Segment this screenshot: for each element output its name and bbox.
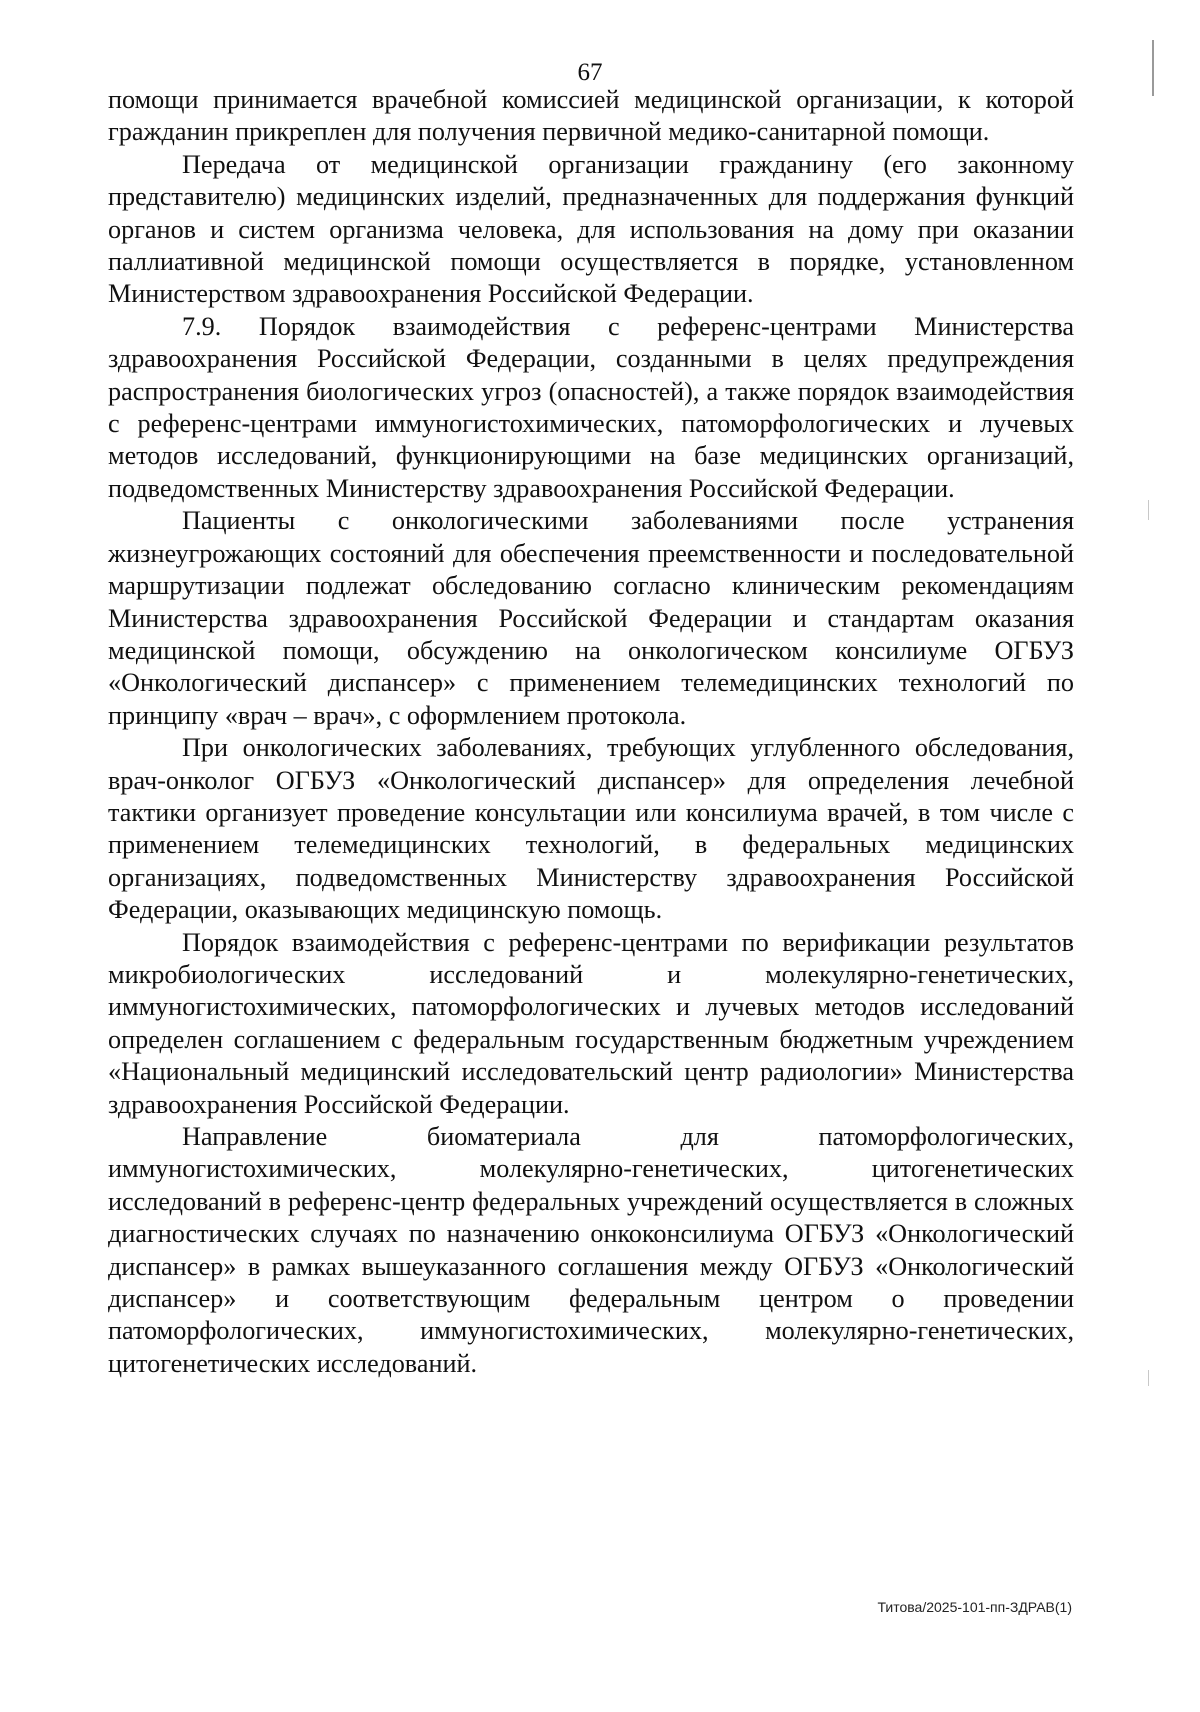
paragraph-oncology-patients: Пациенты с онкологическими заболеваниями после устранения жизнеугрожающих состояний для обеспечения преемственности и последовательной маршрутизации подлежат обследованию согласно клиническим рекомендациям Министерства здравоохранения Российской Федерации и стандартам оказания медицинской помощи, обсуждению на онкологическом консилиуме ОГБУЗ «Онкологический диспансер» с применением телемедицинских технологий по принципу «врач – врач», с оформлением протокола. (108, 506, 1074, 730)
paragraph-device-transfer: Передача от медицинской организации гражданину (его законному представителю) медицинских изделий, предназначенных для поддержания функций органов и систем организма человека, для использования на дому при оказании паллиативной медицинской помощи осуществляется в порядке, установленном Министерством здравоохранения Российской Федерации. (108, 149, 1074, 309)
paragraph-reference-centers-agreement: Порядок взаимодействия с референс-центрами по верификации результатов микробиологических исследований и молекулярно-генетических, иммуногистохимических, патоморфологических и лучевых методов исследований определен соглашением с федеральным государственным бюджетным учреждением «Национальный медицинский исследовательский центр радиологии» Министерства здравоохранения Российской Федерации. (108, 927, 1074, 1119)
paragraph-biomaterial-referral: Направление биоматериала для патоморфологических, иммуногистохимических, молекулярно-генетических, цитогенетических исследований в референс-центр федеральных учреждений осуществляется в сложных диагностических случаях по назначению онкоконсилиума ОГБУЗ «Онкологический диспансер» в рамках вышеуказанного соглашения между ОГБУЗ «Онкологический диспансер» и соответствующим федеральным центром о проведении патоморфологических, иммуногистохимических, молекулярно-генетических, цитогенетических исследований. (108, 1122, 1074, 1378)
paragraph-in-depth-examination: При онкологических заболеваниях, требующих углубленного обследования, врач-онколог ОГБУЗ «Онкологический диспансер» для определения лечебной тактики организует проведение консультации или консилиума врачей, в том числе с применением телемедицинских технологий, в федеральных медицинских организациях, подведомственных Министерству здравоохранения Российской Федерации, оказывающих медицинскую помощь. (108, 733, 1074, 925)
page-number: 67 (577, 59, 603, 86)
paragraph-section-7-9: 7.9. Порядок взаимодействия с референс-центрами Министерства здравоохранения Российской Федерации, созданными в целях предупреждения распространения биологических угроз (опасностей), а также порядок взаимодействия с референс-центрами иммуногистохимических, патоморфологических и лучевых методов исследований, функционирующими на базе медицинских организаций, подведомственных Министерству здравоохранения Российской Федерации. (108, 311, 1074, 503)
paragraph-continuation: помощи принимается врачебной комиссией медицинской организации, к которой гражданин прикреплен для получения первичной медико-санитарной помощи. (108, 85, 1074, 147)
document-body (108, 84, 1074, 1380)
scan-edge-mark (1148, 500, 1149, 520)
scan-edge-mark (1152, 40, 1154, 96)
scan-edge-mark (1148, 1370, 1149, 1386)
document-footer-code: Титова/2025-101-пп-ЗДРАВ(1) (877, 1599, 1072, 1615)
